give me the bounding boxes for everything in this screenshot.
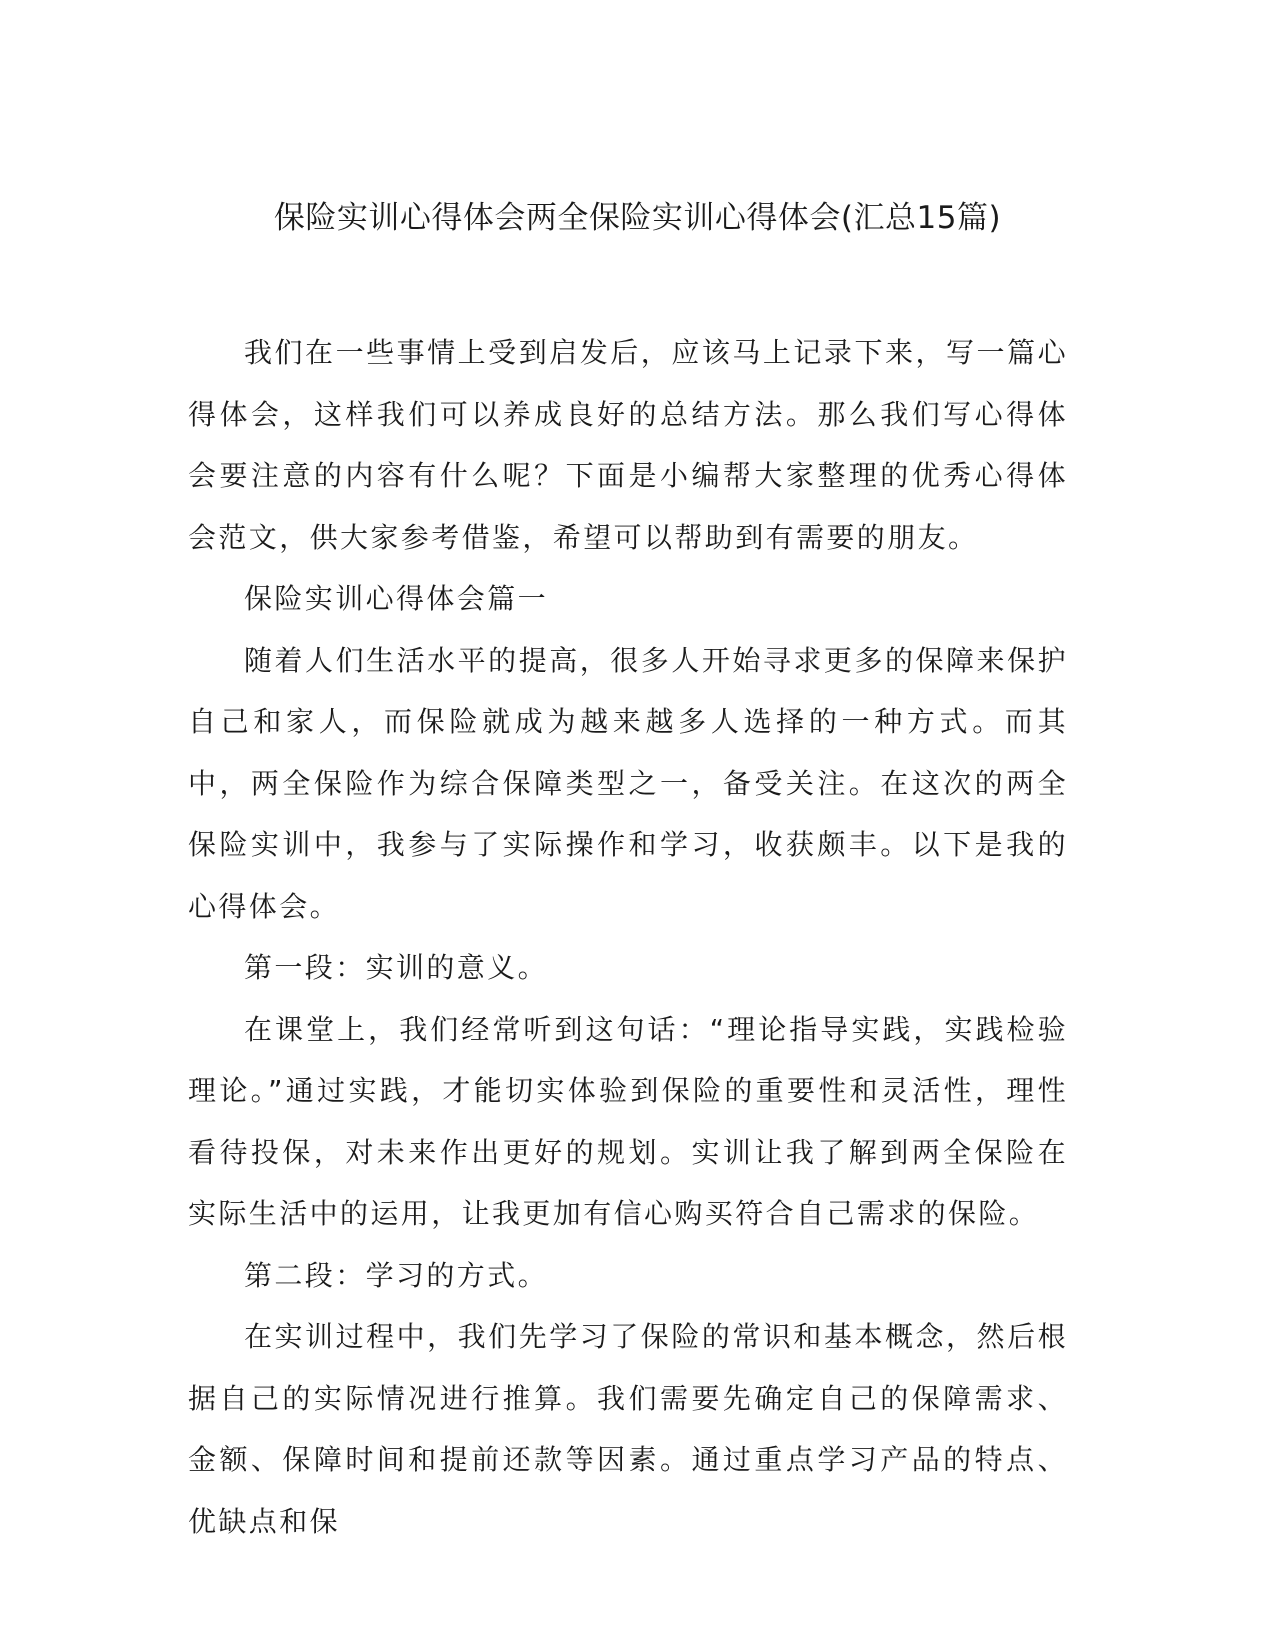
document-title: 保险实训心得体会两全保险实训心得体会(汇总15篇) xyxy=(273,200,1002,236)
body-paragraph: 在实训过程中，我们先学习了保险的常识和基本概念，然后根据自己的实际情况进行推算。我们需要先确定自己的保障需求、金额、保障时间和提前还款等因素。通过重点学习产品的特点、优缺点和保 xyxy=(188,1320,1068,1538)
body-paragraph: 随着人们生活水平的提高，很多人开始寻求更多的保障来保护自己和家人，而保险就成为越来越多人选择的一种方式。而其中，两全保险作为综合保障类型之一，备受关注。在这次的两全保险实训中，我参与了实际操作和学习，收获颇丰。以下是我的心得体会。 xyxy=(188,643,1068,923)
section-heading: 保险实训心得体会篇一 xyxy=(244,582,549,615)
body-paragraph: 在课堂上，我们经常听到这句话：“理论指导实践，实践检验理论。”通过实践，才能切实体验到保险的重要性和灵活性，理性看待投保，对未来作出更好的规划。实训让我了解到两全保险在实际生活中的运用，让我更加有信心购买符合自己需求的保险。 xyxy=(188,1012,1068,1230)
document-body xyxy=(188,322,1068,1552)
section-heading: 第二段：学习的方式。 xyxy=(244,1258,549,1292)
intro-paragraph: 我们在一些事情上受到启发后，应该马上记录下来，写一篇心得体会，这样我们可以养成良好的总结方法。那么我们写心得体会要注意的内容有什么呢？下面是小编帮大家整理的优秀心得体会范文，供大家参考借鉴，希望可以帮助到有需要的朋友。 xyxy=(188,336,1068,554)
section-heading: 第一段：实训的意义。 xyxy=(244,951,549,984)
